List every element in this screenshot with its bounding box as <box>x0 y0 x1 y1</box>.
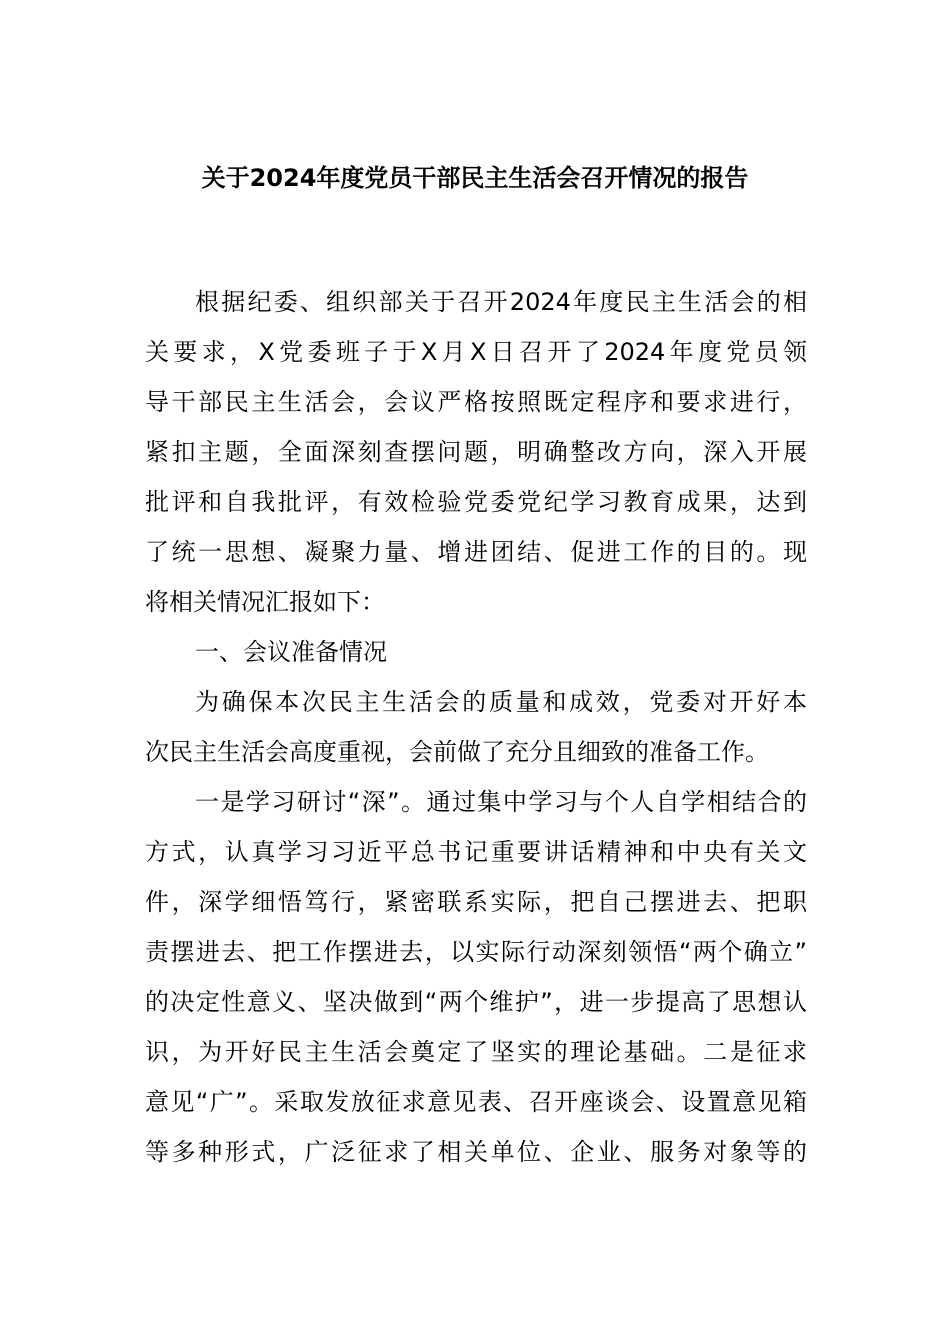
section-heading: 一、会议准备情况 <box>195 638 387 666</box>
paragraph-line: 为确保本次民主生活会的质量和成效，党委对开好本 <box>195 688 807 716</box>
paragraph-line: 紧扣主题，全面深刻查摆问题，明确整改方向，深入开展 <box>145 438 807 466</box>
paragraph-line: 意见“广”。采取发放征求意见表、召开座谈会、设置意见箱 <box>145 1088 807 1116</box>
paragraph-line: 将相关情况汇报如下： <box>145 588 385 616</box>
document-body <box>145 277 807 1177</box>
paragraph-line: 方式，认真学习习近平总书记重要讲话精神和中央有关文 <box>145 838 807 866</box>
paragraph-line: 一是学习研讨“深”。通过集中学习与个人自学相结合的 <box>195 788 807 816</box>
paragraph-line: 批评和自我批评，有效检验党委党纪学习教育成果，达到 <box>145 488 807 516</box>
paragraph-line: 导干部民主生活会，会议严格按照既定程序和要求进行， <box>145 388 807 416</box>
paragraph-line: 件，深学细悟笃行，紧密联系实际，把自己摆进去、把职 <box>145 888 807 916</box>
paragraph-line: 根据纪委、组织部关于召开2024年度民主生活会的相 <box>195 288 807 316</box>
paragraph-line: 识，为开好民主生活会奠定了坚实的理论基础。二是征求 <box>145 1038 807 1066</box>
paragraph-line: 的决定性意义、坚决做到“两个维护”，进一步提高了思想认 <box>145 988 807 1016</box>
document-title: 关于2024年度党员干部民主生活会召开情况的报告 <box>201 164 749 192</box>
paragraph-line: 关要求，X党委班子于X月X日召开了2024年度党员领 <box>145 338 807 366</box>
paragraph-line: 责摆进去、把工作摆进去，以实际行动深刻领悟“两个确立” <box>145 938 807 966</box>
paragraph-line: 了统一思想、凝聚力量、增进团结、促进工作的目的。现 <box>145 538 807 566</box>
paragraph-line: 次民主生活会高度重视，会前做了充分且细致的准备工作。 <box>145 738 769 766</box>
paragraph-line: 等多种形式，广泛征求了相关单位、企业、服务对象等的 <box>145 1138 807 1166</box>
